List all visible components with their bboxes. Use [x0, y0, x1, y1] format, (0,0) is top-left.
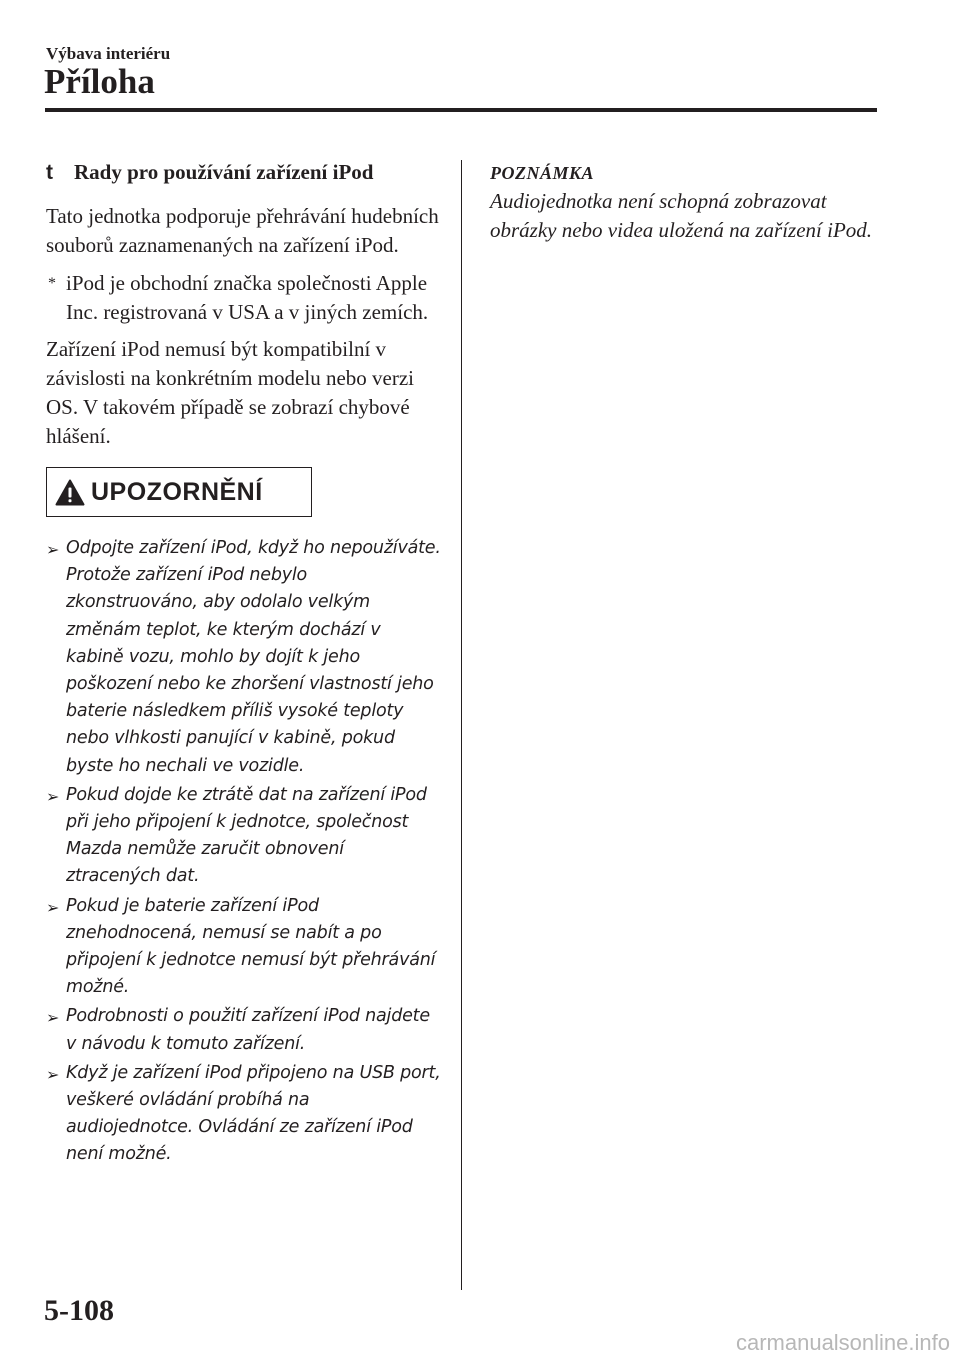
arrow-bullet-icon: ➢ [46, 1008, 60, 1028]
section-marker: t [46, 161, 53, 184]
caution-item-text: Pokud dojde ke ztrátě dat na zařízení iPod při jeho připojení k jednotce, společnost Mazda nemůže zaručit obnovení ztracených dat. [66, 784, 427, 887]
caution-item-text: Odpojte zařízení iPod, když ho nepoužíváte. Protože zařízení iPod nebylo zkonstruováno, aby odolalo velkým změnám teplot, ke kterým dochází v kabině vozu, mohlo by dojít k jeho poškození nebo ke zhoršení vlastností jeho baterie následkem příliš vysoké teploty nebo vlhkosti panující v kabině, pokud byste ho nechali ve vozidle. [66, 538, 441, 776]
caution-item-text: Když je zařízení iPod připojeno na USB port, veškeré ovládání probíhá na audiojednotce. Ovládání ze zařízení iPod není možné. [66, 1062, 441, 1165]
caution-item [46, 893, 441, 1002]
intro-paragraph: Tato jednotka podporuje přehrávání hudebních souborů zaznamenaných na zařízení iPod. [46, 204, 439, 257]
arrow-bullet-icon: ➢ [46, 540, 60, 559]
header-section-label: Výbava interiéru [46, 44, 171, 63]
trademark-footnote [46, 269, 441, 327]
header-divider [45, 108, 877, 112]
right-column [490, 160, 875, 245]
caution-item [46, 535, 441, 780]
asterisk-mark: * [48, 275, 56, 292]
footnote-text: iPod je obchodní značka společnosti Apple Inc. registrovaná v USA a v jiných zemích. [66, 271, 429, 324]
column-divider [461, 160, 462, 1290]
arrow-bullet-icon: ➢ [46, 1064, 60, 1084]
caution-list [46, 535, 441, 1169]
caution-item-text: Pokud je baterie zařízení iPod znehodnocená, nemusí se nabít a po připojení k jednotce nemusí být přehrávání možné. [66, 895, 436, 998]
section-heading [46, 160, 441, 194]
page-title: Příloha [44, 62, 155, 101]
arrow-bullet-icon: ➢ [46, 897, 60, 917]
site-watermark: carmanualsonline.info [735, 1330, 950, 1355]
note-title: POZNÁMKA [490, 163, 595, 183]
section-heading-text: Rady pro používání zařízení iPod [74, 160, 374, 184]
caution-item-text: Podrobnosti o použití zařízení iPod najdete v návodu k tomuto zařízení. [66, 1006, 430, 1054]
caution-header [46, 467, 312, 517]
arrow-bullet-icon: ➢ [46, 786, 60, 806]
page-number: 5-108 [44, 1294, 114, 1327]
warning-triangle-icon [55, 479, 85, 506]
compatibility-paragraph: Zařízení iPod nemusí být kompatibilní v závislosti na konkrétním modelu nebo verzi OS. V takovém případě se zobrazí chybové hlášení. [46, 337, 414, 448]
left-column [46, 160, 441, 1171]
caution-item [46, 1003, 441, 1057]
caution-item [46, 1060, 441, 1169]
caution-item [46, 782, 441, 891]
caution-label: UPOZORNĚNÍ [91, 477, 263, 506]
note-text: Audiojednotka není schopná zobrazovat obrázky nebo videa uložená na zařízení iPod. [490, 189, 873, 242]
